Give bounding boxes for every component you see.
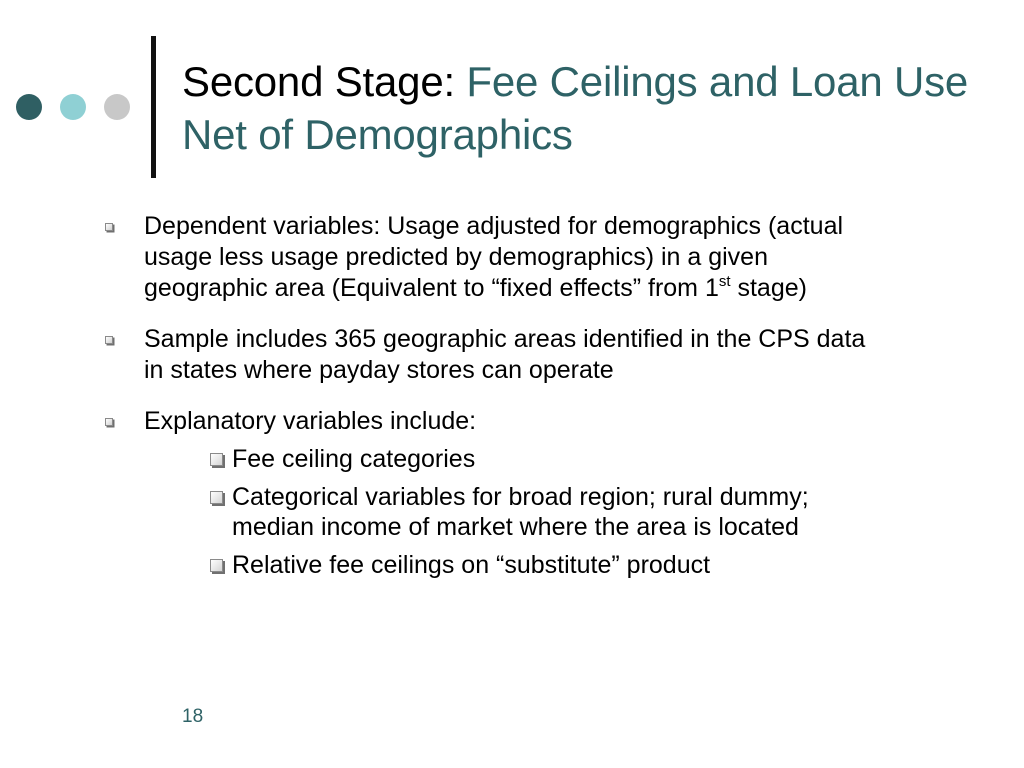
quote-close: ” (632, 274, 642, 302)
bullet-item-sample (105, 324, 875, 386)
square-bullet-icon (105, 223, 113, 231)
square-bullet-icon (105, 336, 113, 344)
sub-bullet-text: product (619, 551, 711, 579)
title-prefix: Second Stage: (182, 58, 467, 105)
square-bullet-icon (105, 418, 113, 426)
bullet-text-part: from 1 (641, 274, 719, 302)
sub-bullet-item (210, 550, 875, 580)
quote-close: ” (611, 551, 620, 579)
page-number: 18 (182, 706, 204, 727)
ordinal-superscript: st (718, 273, 731, 290)
sub-bullet-item (210, 482, 875, 542)
sub-bullet-text: Fee ceiling categories (232, 445, 476, 473)
bullet-item-explanatory-variables (105, 406, 875, 580)
sub-bullet-text: Relative fee ceilings on (232, 551, 497, 579)
quoted-text: substitute (504, 551, 612, 579)
quote-open: “ (496, 551, 505, 579)
bullet-text-part: stage) (730, 274, 807, 302)
decorative-dot-light (104, 94, 130, 120)
quoted-text: fixed effects (499, 274, 633, 302)
title-highlight: Fee Ceilings and Loan Use Net of Demographics (182, 58, 969, 158)
bullet-item-dependent-variables (105, 211, 875, 304)
sub-bullet-item (210, 444, 875, 474)
bullet-text-part: Dependent variables: Usage adjusted for demographics (actual usage less usage predicted by demographics) in a given geographic area (Equivalent to (144, 212, 844, 302)
bullet-text: Explanatory variables include: (144, 407, 477, 435)
square-bullet-icon (210, 453, 223, 466)
sub-bullet-list (210, 444, 875, 580)
slide-title (182, 55, 982, 161)
square-bullet-icon (210, 559, 223, 572)
bullet-text: Sample includes 365 geographic areas identified in the CPS data in states where payday stores can operate (144, 325, 866, 384)
decorative-dot-dark (16, 94, 42, 120)
title-divider-rule (151, 36, 156, 178)
quote-open: “ (491, 274, 500, 302)
decorative-dot-mid (60, 94, 86, 120)
bullet-list (105, 211, 875, 600)
sub-bullet-text: Categorical variables for broad region; rural dummy; median income of market where the area is located (232, 483, 809, 541)
square-bullet-icon (210, 491, 223, 504)
